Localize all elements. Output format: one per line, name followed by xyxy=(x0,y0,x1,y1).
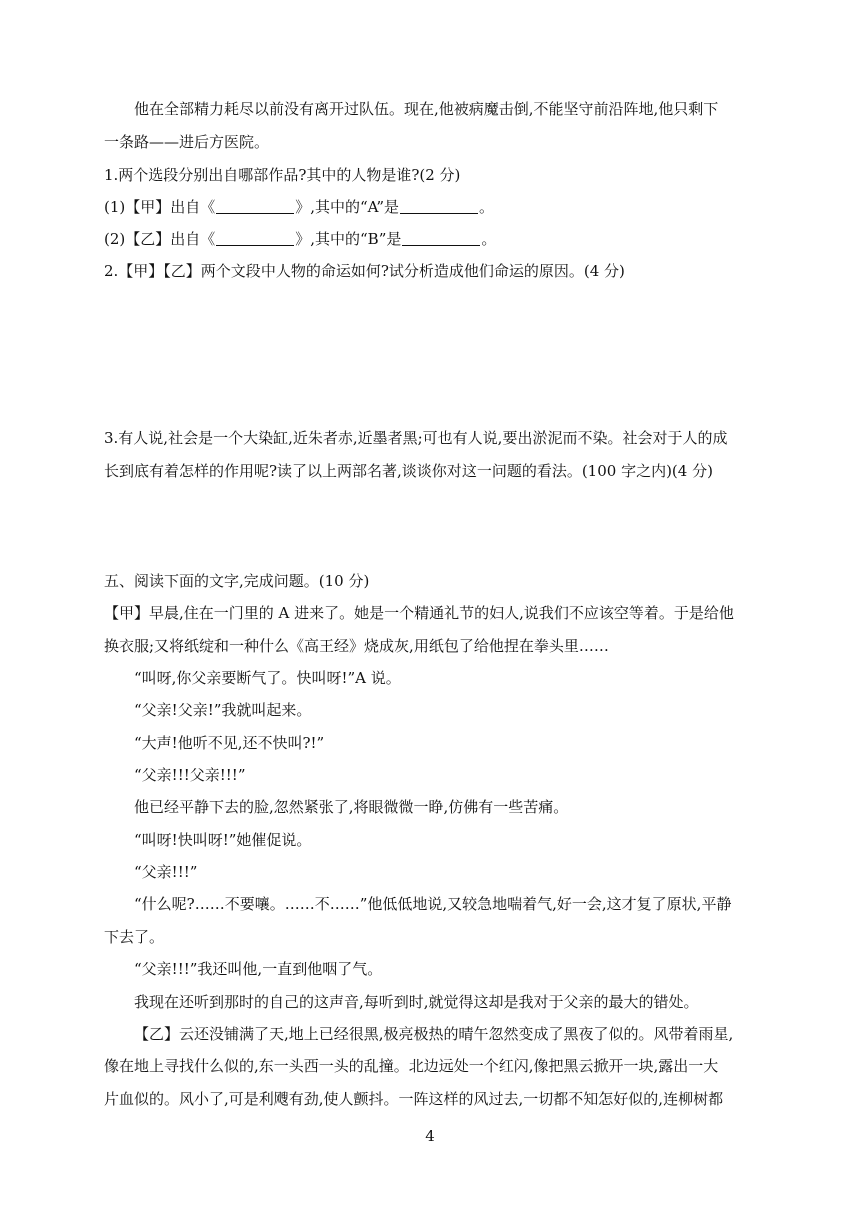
question-1-part-1: (1)【甲】出自《 》,其中的“A”是 。 xyxy=(104,198,494,216)
passage-paragraph: “叫呀!快叫呀!”她催促说。 xyxy=(134,831,312,849)
passage-paragraph: “父亲!!!” xyxy=(134,863,198,881)
answer-blank[interactable] xyxy=(216,230,294,246)
passage-paragraph: “父亲!!!父亲!!!” xyxy=(134,766,246,784)
answer-blank[interactable] xyxy=(402,230,480,246)
question-1: 1.两个选段分别出自哪部作品?其中的人物是谁?(2 分) xyxy=(104,166,461,184)
question-2: 2.【甲】【乙】两个文段中人物的命运如何?试分析造成他们命运的原因。(4 分) xyxy=(104,262,625,280)
passage-paragraph: “叫呀,你父亲要断气了。快叫呀!”A 说。 xyxy=(134,669,401,687)
answer-blank[interactable] xyxy=(400,198,478,214)
answer-blank[interactable] xyxy=(216,198,294,214)
passage-yi: 片血似的。风小了,可是利飕有劲,使人颤抖。一阵这样的风过去,一切都不知怎好似的,连柳树都 xyxy=(104,1090,724,1108)
passage-paragraph: “父亲!!!”我还叫他,一直到他咽了气。 xyxy=(134,960,383,978)
passage-paragraph: “父亲!父亲!”我就叫起来。 xyxy=(134,701,312,719)
passage-line: 一条路——进后方医院。 xyxy=(104,133,270,151)
section-heading: 五、阅读下面的文字,完成问题。(10 分) xyxy=(104,572,370,590)
question-3: 长到底有着怎样的作用呢?读了以上两部名著,谈谈你对这一问题的看法。(100 字之内)(4 分) xyxy=(104,462,713,480)
question-1-part-2: (2)【乙】出自《 》,其中的“B”是 。 xyxy=(104,230,497,248)
page-number: 4 xyxy=(425,1127,435,1145)
passage-jia: 【甲】早晨,住在一门里的 A 进来了。她是一个精通礼节的妇人,说我们不应该空等着。于是给他 xyxy=(104,604,734,622)
passage-line: 他在全部精力耗尽以前没有离开过队伍。现在,他被病魔击倒,不能坚守前沿阵地,他只剩下 xyxy=(134,100,719,118)
passage-paragraph: “大声!他听不见,还不快叫?!” xyxy=(134,734,325,752)
passage-paragraph: 下去了。 xyxy=(104,928,165,946)
passage-yi: 【乙】云还没铺满了天,地上已经很黑,极亮极热的晴午忽然变成了黑夜了似的。风带着雨星, xyxy=(134,1025,734,1043)
question-3: 3.有人说,社会是一个大染缸,近朱者赤,近墨者黑;可也有人说,要出淤泥而不染。社会对于人的成 xyxy=(104,429,728,447)
passage-paragraph: “什么呢?……不要嚷。……不……”他低低地说,又较急地喘着气,好一会,这才复了原状,平静 xyxy=(134,895,732,913)
passage-yi: 像在地上寻找什么似的,东一头西一头的乱撞。北边远处一个红闪,像把黑云掀开一块,露出一大 xyxy=(104,1057,719,1075)
passage-paragraph: 他已经平静下去的脸,忽然紧张了,将眼微微一睁,仿佛有一些苦痛。 xyxy=(134,798,569,816)
passage-jia: 换衣服;又将纸绽和一种什么《高王经》烧成灰,用纸包了给他捏在拳头里…… xyxy=(104,637,609,655)
passage-paragraph: 我现在还听到那时的自己的这声音,每听到时,就觉得这却是我对于父亲的最大的错处。 xyxy=(134,993,699,1011)
